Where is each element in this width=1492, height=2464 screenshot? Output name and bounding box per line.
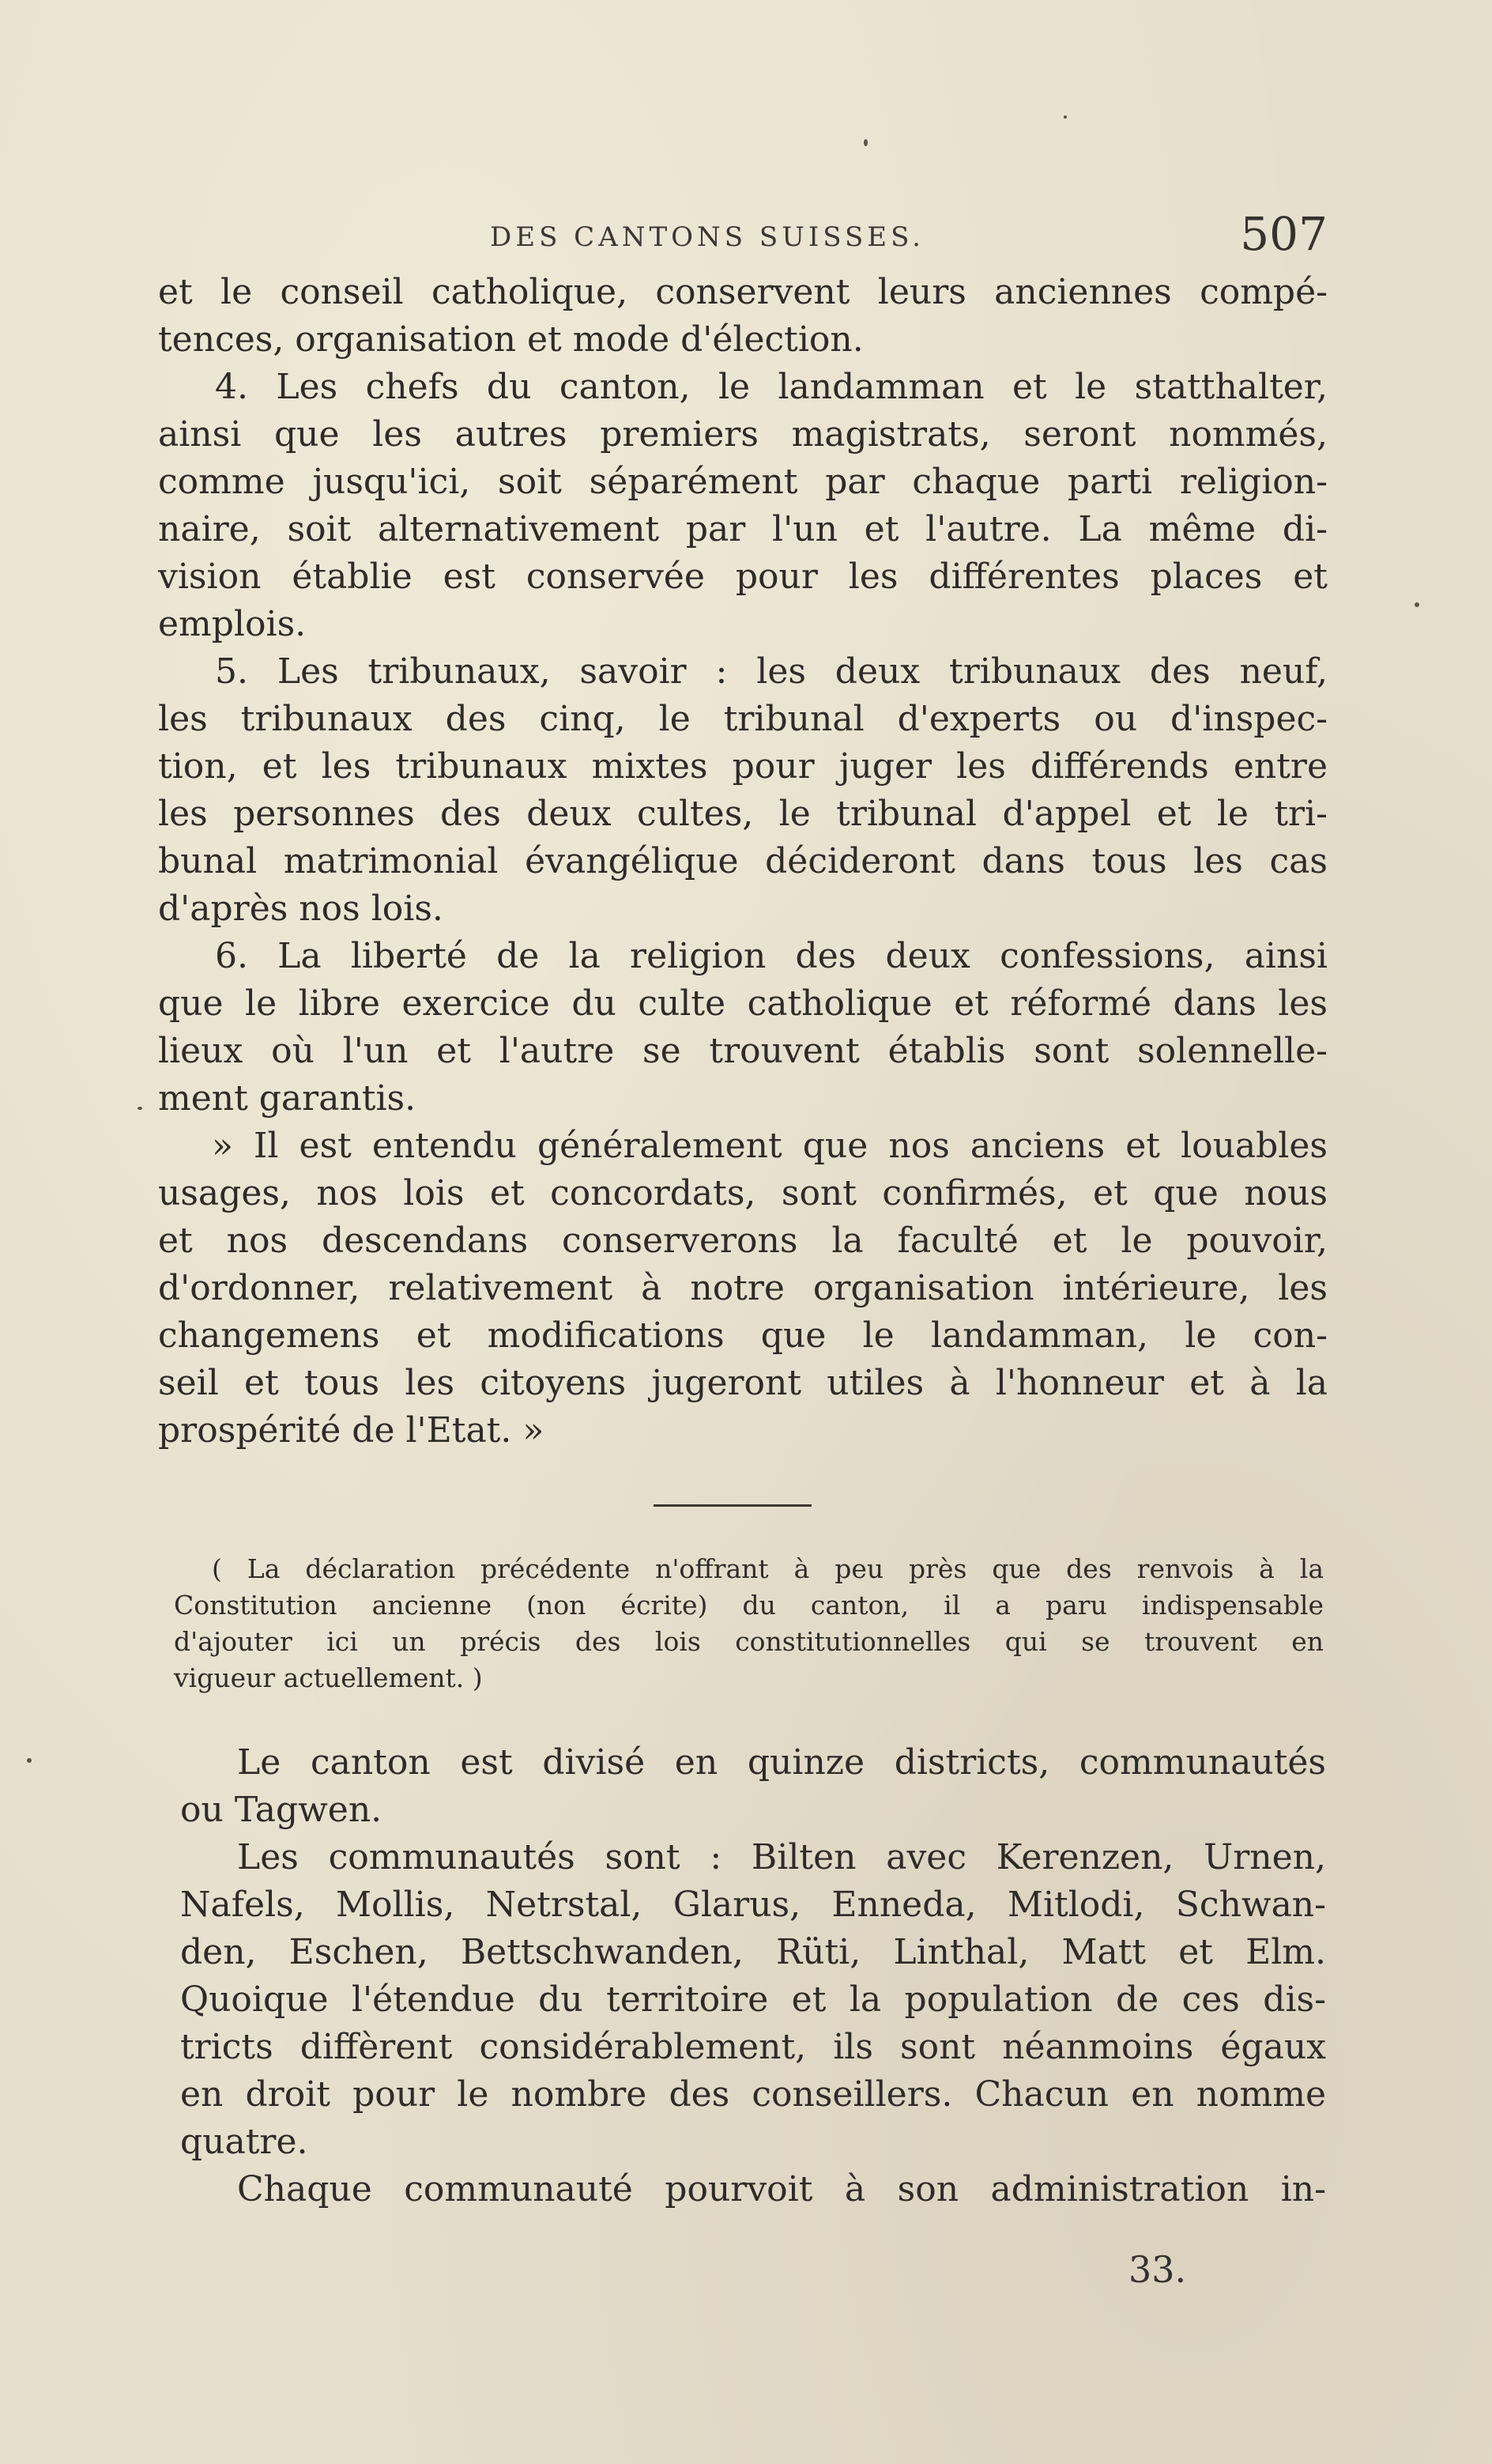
- text-line: et le conseil catholique, conservent leurs anciennes compé-: [158, 272, 1328, 312]
- text-line: lieux où l'un et l'autre se trouvent établis sont solennelle-: [158, 1031, 1328, 1071]
- text-line: Nafels, Mollis, Netrstal, Glarus, Enneda, Mitlodi, Schwan-: [180, 1885, 1326, 1925]
- text-line: d'après nos lois.: [158, 889, 443, 929]
- paper-speck: [1415, 602, 1419, 607]
- text-line: 6. La liberté de la religion des deux confessions, ainsi: [215, 936, 1328, 976]
- text-line: et nos descendans conserverons la faculté et le pouvoir,: [158, 1221, 1328, 1261]
- paper-speck: [138, 1107, 142, 1110]
- text-line: naire, soit alternativement par l'un et l'autre. La même di-: [158, 509, 1328, 549]
- text-line: comme jusqu'ici, soit séparément par chaque parti religion-: [158, 462, 1328, 502]
- text-line: seil et tous les citoyens jugeront utiles à l'honneur et à la: [158, 1363, 1328, 1403]
- text-line: usages, nos lois et concordats, sont confirmés, et que nous: [158, 1173, 1328, 1213]
- page-number: 507: [1240, 207, 1328, 261]
- text-line: bunal matrimonial évangélique décideront dans tous les cas: [158, 841, 1328, 881]
- main-text-block: [158, 269, 1328, 1455]
- text-line: den, Eschen, Bettschwanden, Rüti, Linthal, Matt et Elm.: [180, 1932, 1326, 1972]
- text-line: Chaque communauté pourvoit à son administration in-: [237, 2169, 1326, 2209]
- note-line: ( La déclaration précédente n'offrant à peu près que des renvois à la: [212, 1553, 1324, 1584]
- text-line: que le libre exercice du culte catholique et réformé dans les: [158, 983, 1328, 1024]
- signature-mark: 33.: [1128, 2248, 1187, 2291]
- page-header: [158, 207, 1328, 262]
- text-line: d'ordonner, relativement à notre organisation intérieure, les: [158, 1268, 1328, 1308]
- text-line: tricts diffèrent considérablement, ils sont néanmoins égaux: [180, 2027, 1326, 2067]
- text-line: quatre.: [180, 2122, 308, 2162]
- note-line: vigueur actuellement. ): [174, 1662, 483, 1693]
- text-line: les personnes des deux cultes, le tribunal d'appel et le tri-: [158, 794, 1328, 834]
- text-line: tences, organisation et mode d'élection.: [158, 319, 864, 360]
- text-line: 4. Les chefs du canton, le landamman et le statthalter,: [215, 367, 1328, 407]
- text-line: 5. Les tribunaux, savoir : les deux tribunaux des neuf,: [215, 651, 1328, 692]
- text-line: prospérité de l'Etat. »: [158, 1410, 544, 1451]
- running-head: DES CANTONS SUISSES.: [490, 221, 925, 253]
- text-line: les tribunaux des cinq, le tribunal d'experts ou d'inspec-: [158, 699, 1328, 739]
- text-line: changemens et modifications que le landamman, le con-: [158, 1315, 1328, 1356]
- editorial-note: [174, 1551, 1324, 1696]
- text-line: Le canton est divisé en quinze districts, communautés: [237, 1742, 1326, 1783]
- paper-speck: [1064, 115, 1067, 119]
- text-line: vision établie est conservée pour les différentes places et: [158, 557, 1328, 597]
- section-divider: [654, 1504, 812, 1507]
- note-line: d'ajouter ici un précis des lois constitutionnelles qui se trouvent en: [174, 1626, 1324, 1657]
- paper-speck: [27, 1758, 32, 1763]
- text-line: tion, et les tribunaux mixtes pour juger les différends entre: [158, 746, 1328, 787]
- paper-speck: [864, 139, 868, 146]
- text-line: emplois.: [158, 604, 307, 644]
- note-line: Constitution ancienne (non écrite) du canton, il a paru indispensable: [174, 1590, 1324, 1621]
- text-line: Les communautés sont : Bilten avec Kerenzen, Urnen,: [237, 1837, 1326, 1877]
- text-line: ment garantis.: [158, 1078, 416, 1119]
- text-line: ou Tagwen.: [180, 1790, 382, 1830]
- second-text-block: [180, 1739, 1326, 2213]
- text-line: » Il est entendu généralement que nos anciens et louables: [212, 1126, 1328, 1166]
- text-line: ainsi que les autres premiers magistrats, seront nommés,: [158, 414, 1328, 455]
- text-line: Quoique l'étendue du territoire et la population de ces dis-: [180, 1979, 1326, 2020]
- text-line: en droit pour le nombre des conseillers. Chacun en nomme: [180, 2074, 1326, 2115]
